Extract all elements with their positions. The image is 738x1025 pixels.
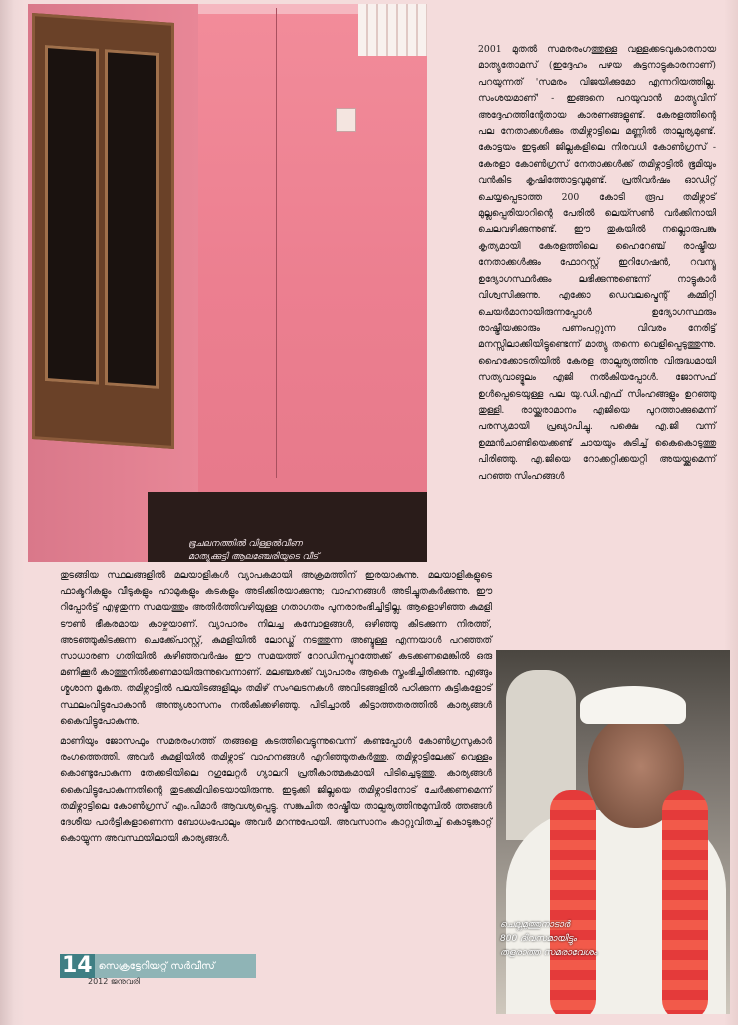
protester-caption-line1: ചെല്ലമുത്തുനാടാർ	[500, 920, 570, 930]
issue-date: 2012 ജനുവരി	[88, 977, 141, 986]
protester-cap	[580, 686, 686, 724]
photo-caption	[188, 538, 427, 562]
article-right-column	[478, 42, 716, 485]
photo-caption-line1: ഭൂചലനത്തിൽ വിള്ളൽവീണ	[188, 539, 303, 549]
article-paragraph-2: മാണിയും ജോസഫും സമരരംഗത്ത് തങ്ങളെ കടത്തിവെട്ടുന്നുവെന്ന് കണ്ടപ്പോൾ കോൺഗ്രസുകാർ രംഗത്തെത്തി. അവർ കുമളിയിൽ തമിഴ്നാട് വാഹനങ്ങൾ എറിഞ്ഞുതകർത്തു. തമിഴ്നാട്ടിലേക്ക് വെള്ളം കൊണ്ടുപോകുന്ന തേക്കടിയിലെ റഗുലേറ്റർ ഗ്യാലറി പ്രതീകാത്മകമായി പിടിച്ചെടുത്തു. കാര്യങ്ങൾ കൈവിട്ടുപോകുന്നതിന്റെ തുടക്കമിവിടെയായിരുന്നു. ഇടുക്കി ജില്ലയെ തമിഴ്നാടിനോട് ചേർക്കണമെന്ന് തമിഴ്നാട്ടിലെ കോൺഗ്രസ് എം.പിമാർ ആവശ്യപ്പെട്ടു. സങ്കുചിത രാഷ്ട്രീയ താല്പര്യത്തിനുമുമ്പിൽ ത്തങ്ങൾ ദേശീയ പാർട്ടികളാണെന്ന ബോധംപോലും അവർ മറന്നുപോയി. അവസാനം കാറ്റുവിതച്ച് കൊടുങ്കാറ്റ് കൊയ്യുന്ന അവസ്ഥയിലായി കാര്യങ്ങൾ.	[60, 736, 492, 845]
protester-caption-line2: 800 ദിവസമായിട്ടും	[500, 934, 577, 944]
photo-caption-line2: മാത്യുക്കുട്ടി ആലഞ്ചേരിയുടെ വീട്	[188, 552, 319, 562]
window-pane-left	[45, 45, 99, 385]
protester-caption	[500, 918, 640, 960]
publication-name: സെക്രട്ടേറിയറ്റ് സർവീസ്	[98, 960, 215, 972]
article-paragraph-1: തുടങ്ങിയ സ്ഥലങ്ങളിൽ മലയാളികൾ വ്യാപകമായി അക്രമത്തിന് ഇരയാകുന്നു. മലയാളികളുടെ ഫാക്ടറികളും വീടുകളും ഹാമുകളും കടകളും അടിക്കിരയാക്കുന്നു; വാഹനങ്ങൾ അടിച്ചുതകർക്കുന്നു. ഈ റിപ്പോർട്ട് എഴുതുന്ന സമയത്തും അതിർത്തിവഴിയുള്ള ഗതാഗതം പുനരാരംഭിച്ചിട്ടില്ല. ആളൊഴിഞ്ഞ കുമളി ടൗൺ ഭീകരമായ കാഴ്ചയാണ്. വ്യാപാരം നിലച്ച കമ്പോളങ്ങൾ, ഒഴിഞ്ഞു കിടക്കുന്ന നിരത്ത്, അടഞ്ഞുകിടക്കുന്ന ചെക്ക്പോസ്റ്റ്, കുമളിയിൽ ലോഡ്ജ് നടത്തുന്ന അബ്ദുള്ള എന്നയാൾ പറഞ്ഞത് സാധാരണ ഗതിയിൽ കഴിഞ്ഞവർഷം ഈ സമയത്ത് റോഡിനപ്പുറത്തേക്ക് കടക്കണമെങ്കിൽ ഒരു മണിക്കൂർ കാത്തുനിൽക്കണമായിരുന്നുവെന്നാണ്. മലഞ്ചരക്ക് വ്യാപാരം ആകെ സ്തംഭിച്ചിരിക്കുന്നു. എങ്ങും ശ്മശാന മൂകത. തമിഴ്നാട്ടിൽ പലയിടങ്ങളിലും തമിഴ് സംഘടനകൾ അവിടങ്ങളിൽ പഠിക്കുന്ന കുട്ടികളോട് സ്ഥലംവിട്ടുപോകാൻ അന്ത്യശാസനം നൽകിക്കഴിഞ്ഞു. പിടിച്ചാൽ കിട്ടാത്തതരത്തിൽ കാര്യങ്ങൾ കൈവിട്ടുപോകുന്നു.	[60, 570, 492, 727]
window-pane-right	[105, 49, 159, 389]
article-bottom-column	[60, 568, 492, 851]
page-number: 14	[62, 953, 93, 978]
photo-cracked-house	[28, 4, 427, 562]
article-paragraph: 2001 മുതൽ സമരരംഗത്തുള്ള വള്ളക്കടവുകാരനായ മാത്യുതോമസ് (ഇദ്ദേഹം പഴയ കുട്ടനാട്ടുകാരനാണ്) പറയുന്നത് 'സമരം വിജയിക്കുമോ എന്നറിയത്തില്ല. സംശയമാണ്' - ഇങ്ങനെ പറയുവാൻ മാത്യുവിന് അദ്ദേഹത്തിന്റേതായ കാരണങ്ങളുണ്ട്. കേരളത്തിന്റെ പല നേതാക്കൾക്കും തമിഴ്നാട്ടിലെ മണ്ണിൽ താല്പര്യമുണ്ട്. കോട്ടയം ഇടുക്കി ജില്ലകളിലെ നിരവധി കോൺഗ്രസ് - കേരളാ കോൺഗ്രസ് നേതാക്കൾക്ക് തമിഴ്നാട്ടിൽ ഭൂമിയും വൻകിട കൃഷിത്തോട്ടവുമുണ്ട്. പ്രതിവർഷം ഓഡിറ്റ് ചെയ്യപ്പെടാത്ത 200 കോടി രൂപ തമിഴ്നാട് മുല്ലപ്പെരിയാറിന്റെ പേരിൽ ലെയ്സൺ വർക്കിനായി ചെലവഴിക്കുന്നുണ്ട്. ഈ തുകയിൽ നല്ലൊരുപങ്കു കൃത്യമായി കേരളത്തിലെ ഹൈറേഞ്ച് രാഷ്ട്രീയ നേതാക്കൾക്കും ഫോറസ്റ്റ് ഇറിഗേഷൻ, റവന്യൂ ഉദ്യോഗസ്ഥർക്കും ലഭിക്കുന്നുണ്ടെന്ന് നാട്ടുകാർ വിശ്വസിക്കുന്നു. എക്കോ ഡെവലപ്മെന്റ് കമ്മിറ്റി ചെയർമാനായിരുന്നപ്പോൾ ഉദ്യോഗസ്ഥരും രാഷ്ട്രീയക്കാരും പണംപറ്റുന്ന വിവരം നേരിട്ട് മനസ്സിലാക്കിയിട്ടുണ്ടെന്ന് മാത്യു തന്നെ വെളിപ്പെടുത്തുന്നു. ഹൈക്കോടതിയിൽ കേരള താല്പര്യത്തിനു വിരുദ്ധമായി സത്യവാങ്മൂലം എജി നൽകിയപ്പോൾ. ജോസഫ് ഉൾപ്പെടെയുള്ള പല യു.ഡി.എഫ് സിംഹങ്ങളും ഉറഞ്ഞു തുള്ളി. രായ്ക്കുരാമാനം എജിയെ പുറത്താക്കുമെന്ന് പരസ്യമായി പ്രഖ്യാപിച്ചു. പക്ഷെ എ.ജി വന്ന് ഉമ്മൻചാണ്ടിയെക്കണ്ട് ചായയും കുടിച്ച് കൈകൊടുത്തു പിരിഞ്ഞു. എ.ജിയെ റോക്കറ്റിക്കയറ്റി അയയ്ക്കുമെന്ന് പറഞ്ഞ സിംഹങ്ങൾ	[478, 44, 716, 482]
photo-protester	[496, 650, 730, 1014]
protester-caption-line3: തളരാത്ത സമരാവേശം	[500, 948, 598, 958]
wall-crack	[276, 8, 280, 478]
garland-right	[662, 790, 708, 1014]
page-footer	[60, 954, 256, 978]
curtain-lace	[358, 4, 427, 56]
page-binding-shadow	[0, 0, 24, 1025]
wall-switch	[336, 108, 356, 132]
garland-left	[550, 790, 596, 1014]
window-frame	[32, 13, 174, 449]
